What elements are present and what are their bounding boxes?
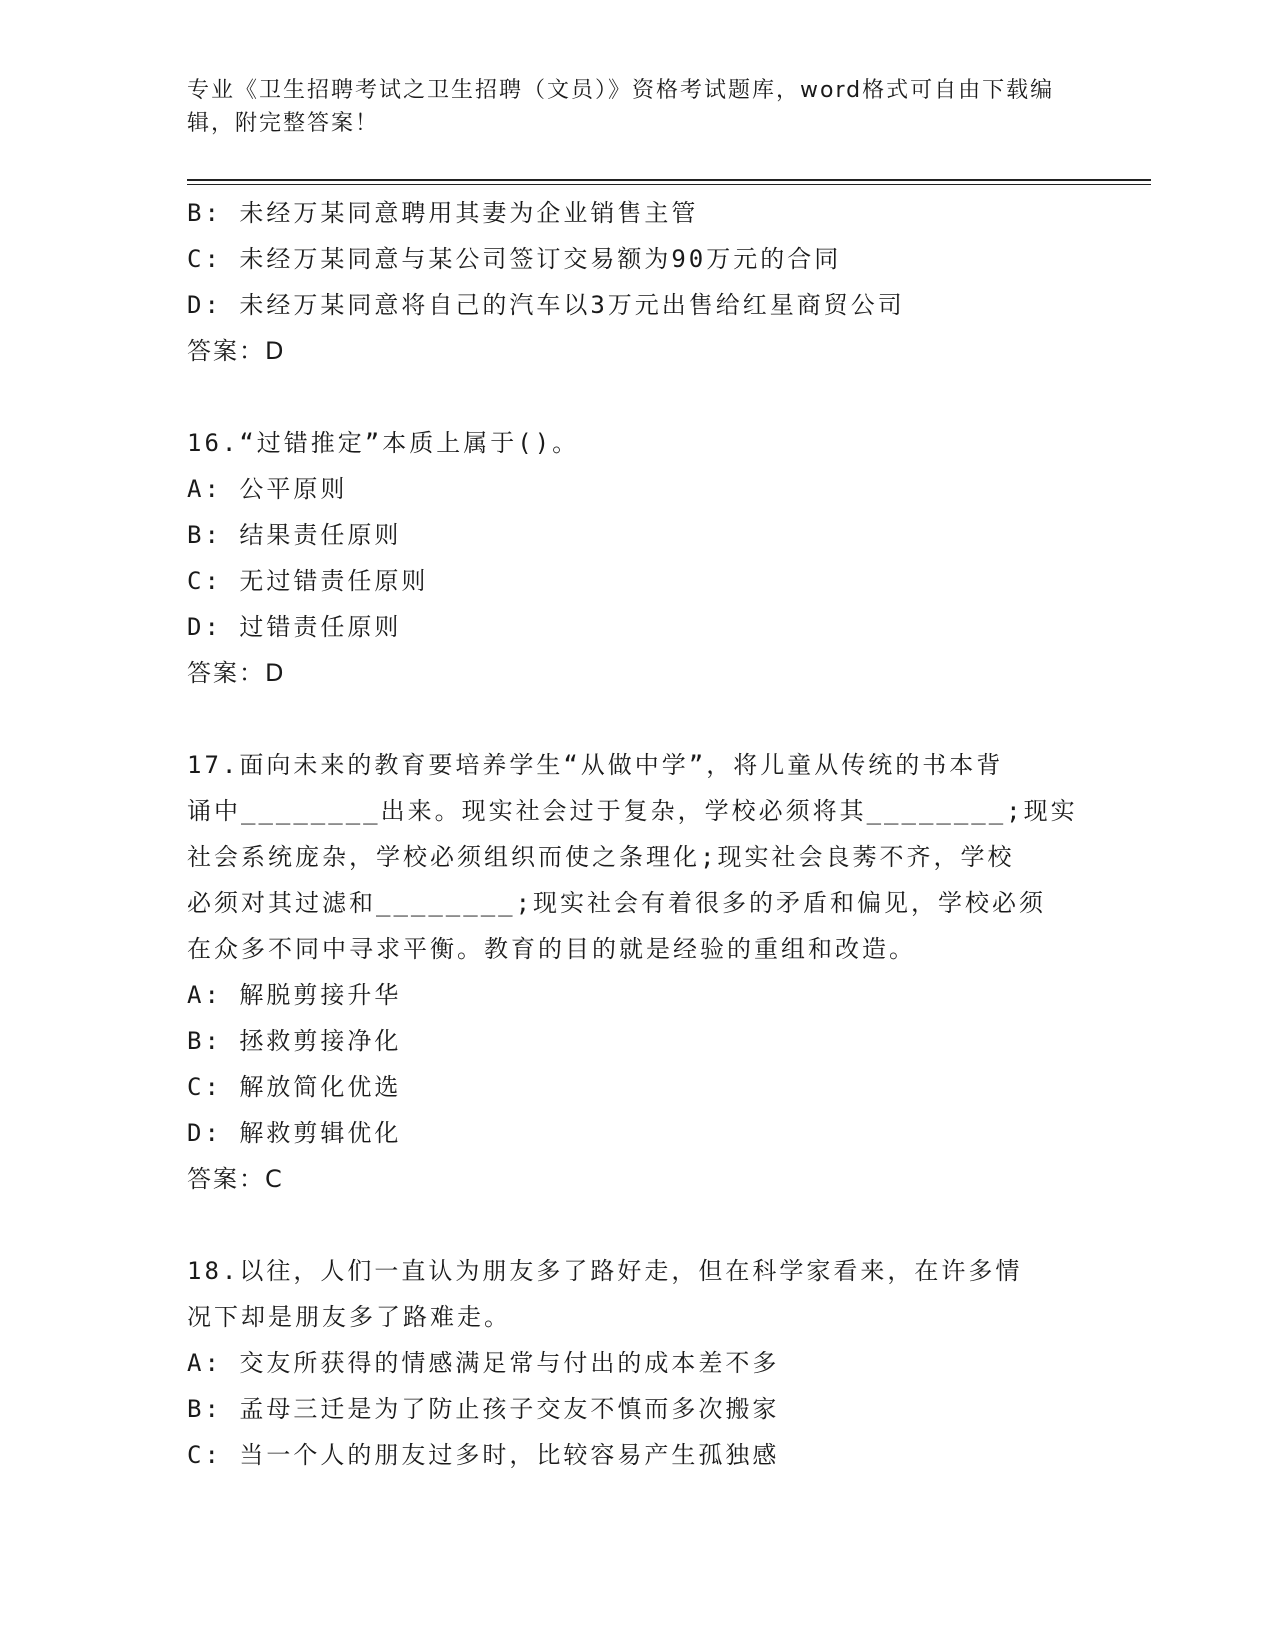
question-17: [187, 742, 1087, 1202]
question-stem-line: 17.面向未来的教育要培养学生“从做中学”，将儿童从传统的书本背: [187, 751, 1004, 779]
header-text: 专业《卫生招聘考试之卫生招聘（文员）》资格考试题库，word格式可自由下载编辑，附完整答案！: [187, 78, 1055, 136]
option-c: C: 未经万某同意与某公司签订交易额为90万元的合同: [187, 245, 842, 273]
answer-line: 答案：C: [187, 1165, 284, 1193]
header-divider-thick: [187, 179, 1151, 181]
question-content: [187, 190, 1087, 1478]
option-a: A: 公平原则: [187, 475, 348, 503]
question-stem-line: 18.以往，人们一直认为朋友多了路好走，但在科学家看来，在许多情: [187, 1257, 1023, 1285]
document-header: [187, 74, 1067, 140]
question-stem-line: 在众多不同中寻求平衡。教育的目的就是经验的重组和改造。: [187, 935, 916, 963]
question-18: [187, 1248, 1087, 1478]
option-c: C: 解放简化优选: [187, 1073, 402, 1101]
answer-line: 答案：D: [187, 659, 286, 687]
question-stem: 16.“过错推定”本质上属于()。: [187, 429, 580, 457]
option-b: B: 未经万某同意聘用其妻为企业销售主管: [187, 199, 699, 227]
question-stem-line: 况下却是朋友多了路难走。: [187, 1303, 511, 1331]
option-c: C: 当一个人的朋友过多时，比较容易产生孤独感: [187, 1441, 780, 1469]
option-a: A: 解脱剪接升华: [187, 981, 402, 1009]
option-d: D: 过错责任原则: [187, 613, 402, 641]
option-b: B: 孟母三迁是为了防止孩子交友不慎而多次搬家: [187, 1395, 780, 1423]
question-stem-line: 必须对其过滤和________;现实社会有着很多的矛盾和偏见，学校必须: [187, 889, 1047, 917]
question-stem-line: 社会系统庞杂，学校必须组织而使之条理化;现实社会良莠不齐，学校: [187, 843, 1015, 871]
header-divider-thin: [187, 184, 1151, 185]
answer-line: 答案：D: [187, 337, 286, 365]
option-a: A: 交友所获得的情感满足常与付出的成本差不多: [187, 1349, 780, 1377]
option-b: B: 拯救剪接净化: [187, 1027, 402, 1055]
spacer: [187, 1202, 1087, 1248]
option-c: C: 无过错责任原则: [187, 567, 429, 595]
spacer: [187, 696, 1087, 742]
question-16: [187, 420, 1087, 696]
question-stem-line: 诵中________出来。现实社会过于复杂，学校必须将其________;现实: [187, 797, 1078, 825]
spacer: [187, 374, 1087, 420]
question-15: [187, 190, 1087, 374]
option-d: D: 未经万某同意将自己的汽车以3万元出售给红星商贸公司: [187, 291, 905, 319]
option-b: B: 结果责任原则: [187, 521, 402, 549]
option-d: D: 解救剪辑优化: [187, 1119, 402, 1147]
